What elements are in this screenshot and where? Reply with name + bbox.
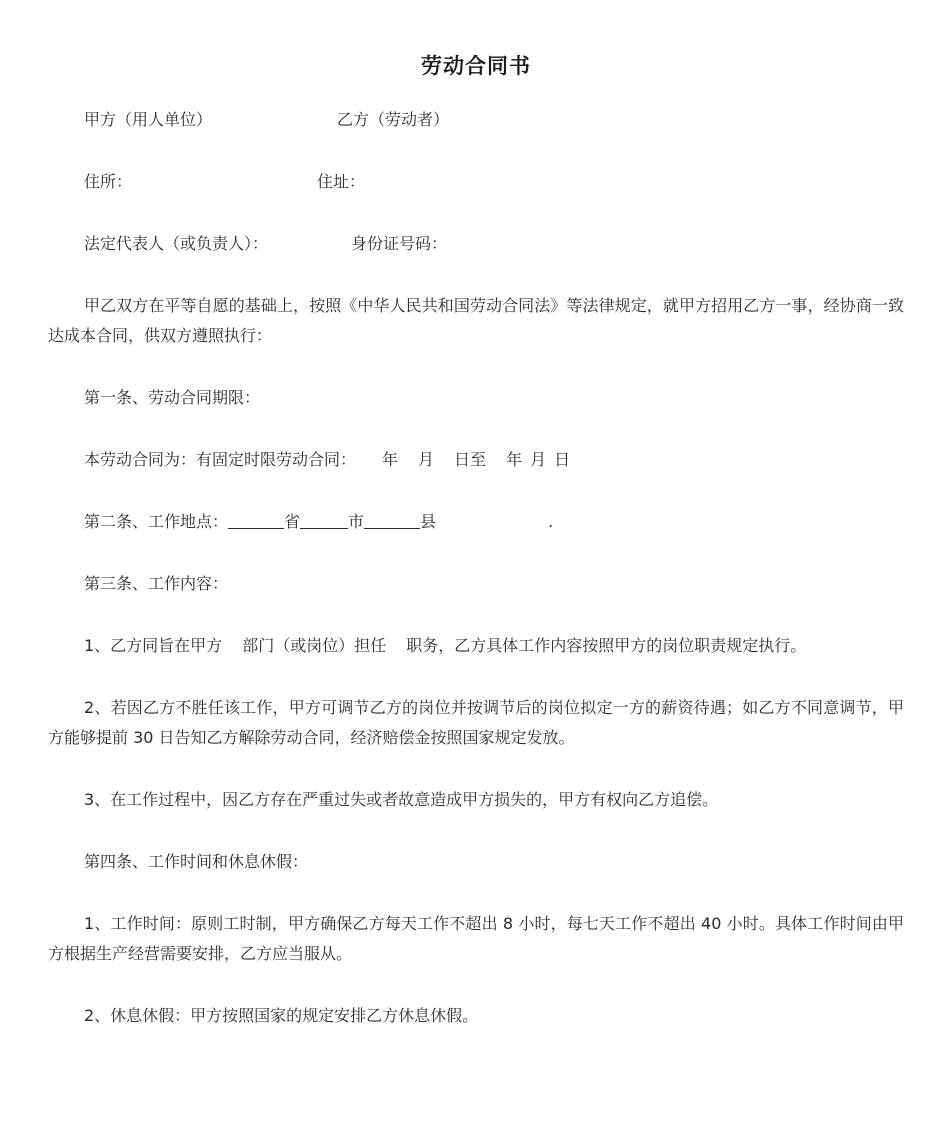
- term-day-end: 日: [554, 450, 571, 469]
- article3-item1: [48, 631, 904, 661]
- address-label: 住址：: [317, 172, 366, 191]
- party-a-label: 甲方（用人单位）: [84, 110, 213, 129]
- article3-item3: 3、在工作过程中，因乙方存在严重过失或者故意造成甲方损失的，甲方有权向乙方追偿。: [84, 790, 719, 809]
- city-label: 市: [348, 512, 365, 531]
- city-blank[interactable]: [300, 510, 348, 529]
- address-line: [48, 167, 904, 197]
- article4-item2: 2、休息休假：甲方按照国家的规定安排乙方休息休假。: [84, 1006, 479, 1025]
- item3-1-part-a: 1、乙方同旨在甲方: [84, 636, 223, 655]
- article3-item2: 2、若因乙方不胜任该工作，甲方可调节乙方的岗位并按调节后的岗位拟定一方的薪资待遇；如乙方不同意调节，甲方能够提前 30 日告知乙方解除劳动合同，经济赔偿金按照国家规定发放。: [48, 698, 904, 747]
- article4-item1: 1、工作时间：原则工时制，甲方确保乙方每天工作不超出 8 小时，每七天工作不超出 40 小时。具体工作时间由甲方根据生产经营需要安排，乙方应当服从。: [48, 914, 904, 963]
- term-year-start: 年: [382, 450, 399, 469]
- item3-1-part-c: 职务，乙方具体工作内容按照甲方的岗位职责规定执行。: [406, 636, 807, 655]
- article1-heading: 第一条、劳动合同期限：: [84, 388, 261, 407]
- county-label: 县: [420, 512, 437, 531]
- term-day-to: 日至: [454, 450, 487, 469]
- document-title: 劳动合同书: [421, 54, 531, 78]
- parties-line: [48, 105, 904, 135]
- article2-heading: 第二条、工作地点：: [84, 512, 229, 531]
- id-number-label: 身份证号码：: [351, 234, 448, 253]
- province-label: 省: [284, 512, 301, 531]
- article4-heading: 第四条、工作时间和休息休假：: [84, 852, 309, 871]
- contract-term-line: [48, 445, 904, 475]
- representative-line: [48, 229, 904, 259]
- legal-rep-label: 法定代表人（或负责人）：: [84, 234, 269, 253]
- county-blank[interactable]: [364, 510, 420, 529]
- term-month-start: 月: [418, 450, 435, 469]
- location-end-mark: .: [548, 512, 554, 531]
- party-b-label: 乙方（劳动者）: [337, 110, 450, 129]
- term-year-end: 年: [506, 450, 523, 469]
- work-location-line: [48, 507, 904, 537]
- intro-paragraph: 甲乙双方在平等自愿的基础上，按照《中华人民共和国劳动合同法》等法律规定，就甲方招用乙方一事，经协商一致达成本合同，供双方遵照执行：: [48, 296, 904, 345]
- item3-1-part-b: 部门（或岗位）担任: [242, 636, 387, 655]
- residence-label: 住所：: [84, 172, 133, 191]
- term-prefix: 本劳动合同为：有固定时限劳动合同：: [84, 450, 357, 469]
- province-blank[interactable]: [228, 510, 284, 529]
- article3-heading: 第三条、工作内容：: [84, 574, 229, 593]
- term-month-end: 月: [530, 450, 547, 469]
